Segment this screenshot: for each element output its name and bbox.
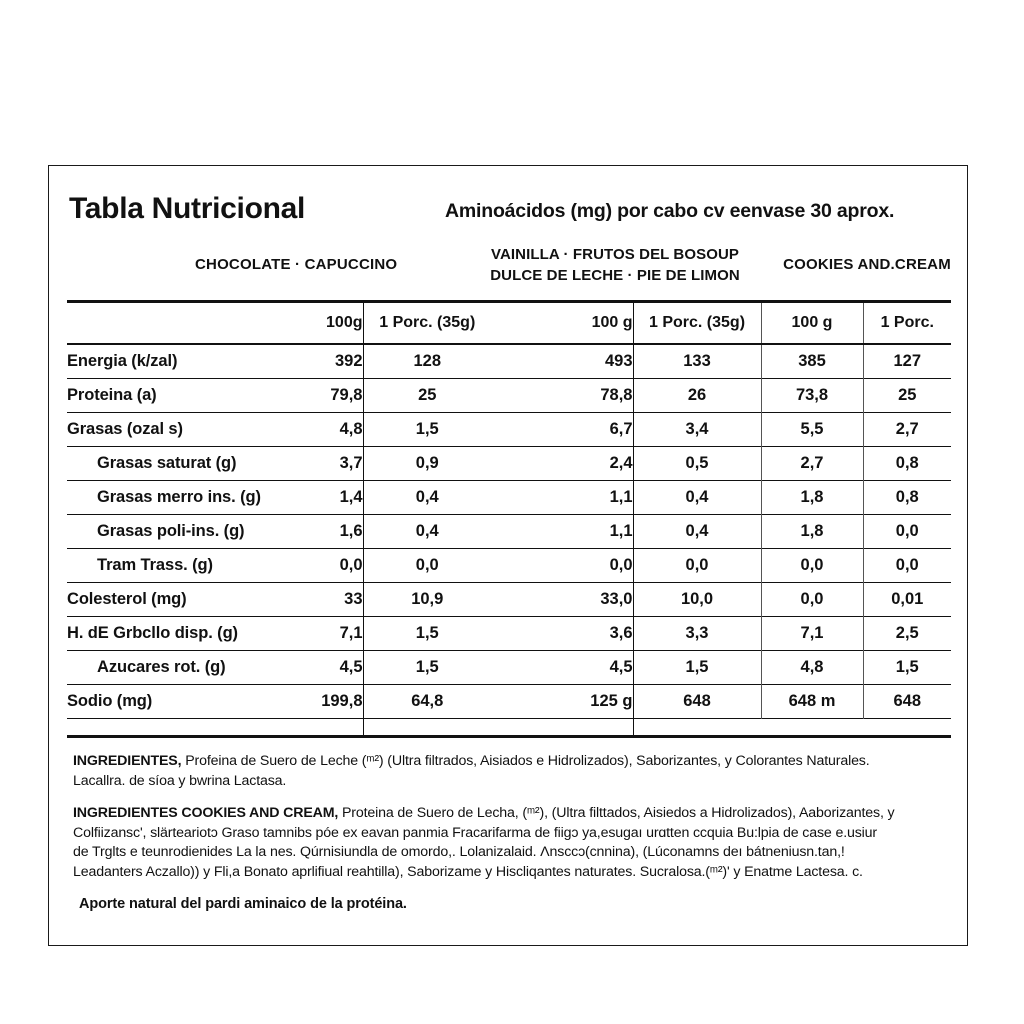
row-cell-4: 26 — [633, 379, 761, 413]
row-cell-5: 4,8 — [761, 651, 863, 685]
row-cell-3: 1,1 — [491, 515, 633, 549]
row-cell-3: 4,5 — [491, 651, 633, 685]
table-row — [67, 617, 951, 651]
row-cell-1: 7,1 — [299, 617, 363, 651]
card-inner — [67, 178, 949, 935]
row-label: Grasas saturat (g) — [67, 447, 299, 481]
row-cell-3: 0,0 — [491, 549, 633, 583]
col-header-4: 1 Porc. (35g) — [633, 303, 761, 344]
row-cell-6: 0,0 — [863, 549, 951, 583]
row-cell-6: 0,0 — [863, 515, 951, 549]
row-label: H. dE Grbcllo disp. (g) — [67, 617, 299, 651]
row-cell-4: 3,4 — [633, 413, 761, 447]
row-cell-4: 133 — [633, 345, 761, 379]
row-cell-1: 79,8 — [299, 379, 363, 413]
row-cell-6: 25 — [863, 379, 951, 413]
row-cell-5: 5,5 — [761, 413, 863, 447]
row-cell-6: 2,7 — [863, 413, 951, 447]
row-label: Tram Trass. (g) — [67, 549, 299, 583]
label-header — [67, 178, 949, 300]
row-cell-2: 1,5 — [363, 617, 491, 651]
row-cell-4: 0,0 — [633, 549, 761, 583]
row-cell-1: 1,6 — [299, 515, 363, 549]
table-row — [67, 583, 951, 617]
row-cell-6: 0,01 — [863, 583, 951, 617]
row-cell-1: 33 — [299, 583, 363, 617]
row-cell-4: 0,5 — [633, 447, 761, 481]
ingredients-cookies-line3: de Trglts e teunrodienides La la nes. Qúrnisiundla de omordo,. Lolanizalaid. Ʌnsccɔ(cnnina), (Lúconamns deı bátneniusn.tan,! — [73, 844, 845, 860]
ingredients-cookies-line1 — [73, 804, 945, 824]
col-header-3: 100 g — [591, 314, 633, 331]
page-title: Tabla Nutricional — [69, 192, 306, 225]
row-cell-1: 1,4 — [299, 481, 363, 515]
table-row — [67, 515, 951, 549]
row-cell-1: 392 — [334, 352, 363, 370]
row-cell-5: 73,8 — [761, 379, 863, 413]
row-label: Azucares rot. (g) — [67, 651, 299, 685]
ingredients-block-standard — [73, 752, 945, 791]
row-cell-5: 7,1 — [761, 617, 863, 651]
row-cell-2: 0,4 — [363, 481, 491, 515]
row-cell-1: 4,8 — [299, 413, 363, 447]
row-cell-1: 199,8 — [299, 685, 363, 719]
ingredients-standard-heading: INGREDIENTES, — [73, 753, 182, 769]
row-cell-4: 1,5 — [633, 651, 761, 685]
row-label: Grasas (ozal s) — [67, 413, 299, 447]
ingredients-standard-line2: Lacallra. de síoa y bwrina Lactasa. — [73, 772, 287, 789]
row-cell-3: 493 — [604, 352, 633, 370]
row-cell-3: 125 g — [491, 685, 633, 719]
ingredients-cookies-line4: Leadanters Aczallo)) y Fli,a Bonato aprlifiual reahtilla), Saborizame y Hiscliqantes naturates. Sucralosa.(ᵐ²)' y Enatme Lactesa. c. — [73, 863, 863, 880]
table-row — [67, 379, 951, 413]
row-label: Grasas poli-ins. (g) — [67, 515, 299, 549]
ingredients-standard-line1 — [73, 752, 945, 772]
row-cell-4: 0,4 — [633, 481, 761, 515]
row-label: Colesterol (mg) — [67, 583, 299, 617]
table-row — [67, 481, 951, 515]
protein-source-note: Aporte natural del pardi aminaico de la protéina. — [79, 896, 407, 912]
col-header-6: 1 Porc. — [863, 303, 951, 344]
table-row — [67, 549, 951, 583]
flavor-group-right: COOKIES AND.CREAM — [783, 256, 951, 273]
ingredients-cookies-heading: INGREDIENTES COOKIES AND CREAM, — [73, 805, 339, 821]
row-cell-5: 0,0 — [761, 583, 863, 617]
row-cell-2: 0,0 — [363, 549, 491, 583]
nutrition-label-card — [48, 165, 968, 946]
row-cell-3: 1,1 — [491, 481, 633, 515]
row-cell-3: 78,8 — [491, 379, 633, 413]
row-cell-5: 648 m — [761, 685, 863, 719]
table-row — [67, 651, 951, 685]
row-cell-2: 25 — [363, 379, 491, 413]
col-header-5: 100 g — [761, 303, 863, 344]
flavor-group-middle-line2: DULCE DE LECHE · PIE DE LIMON — [490, 267, 740, 284]
row-cell-5: 385 — [761, 345, 863, 379]
flavor-group-middle — [465, 244, 765, 286]
col-header-2: 1 Porc. (35g) — [363, 303, 491, 344]
row-cell-6: 0,8 — [863, 447, 951, 481]
ingredients-section — [67, 752, 949, 915]
row-label: Proteina (a) — [67, 379, 299, 413]
row-cell-3: 33,0 — [491, 583, 633, 617]
ingredients-cookies-text1: Proteina de Suero de Lecha, (ᵐ²), (Ultra filttados, Aisiedos a Hidrolizados), Aaborizantes, y — [338, 805, 895, 821]
row-cell-3: 3,6 — [491, 617, 633, 651]
row-cell-2: 0,9 — [363, 447, 491, 481]
row-label: Grasas merro ins. (g) — [67, 481, 299, 515]
ingredients-block-cookies — [73, 804, 945, 882]
row-cell-2: 0,4 — [363, 515, 491, 549]
table-bottom-spacer — [67, 719, 951, 737]
table-row — [67, 413, 951, 447]
row-label: Sodio (mg) — [67, 685, 299, 719]
row-cell-2: 64,8 — [363, 685, 491, 719]
table-row — [67, 345, 951, 379]
row-cell-4: 0,4 — [633, 515, 761, 549]
table-row — [67, 685, 951, 719]
row-cell-3: 6,7 — [491, 413, 633, 447]
row-cell-6: 2,5 — [863, 617, 951, 651]
table-header-row — [67, 303, 951, 344]
flavor-group-left: CHOCOLATE · CAPUCCINO — [195, 256, 398, 273]
col-header-1: 100g — [326, 314, 363, 331]
row-cell-3: 2,4 — [491, 447, 633, 481]
row-cell-6: 127 — [863, 345, 951, 379]
row-cell-1: 3,7 — [299, 447, 363, 481]
row-label: Energia (k/zal) — [67, 352, 178, 370]
ingredients-standard-text1: Profeina de Suero de Leche (ᵐ²) (Ultra filtrados, Aisiados e Hidrolizados), Saborizantes, y Colorantes Naturales. — [181, 753, 870, 769]
col-header-0 — [67, 303, 299, 344]
row-cell-1: 0,0 — [299, 549, 363, 583]
row-cell-5: 2,7 — [761, 447, 863, 481]
row-cell-4: 10,0 — [633, 583, 761, 617]
row-cell-6: 1,5 — [863, 651, 951, 685]
row-cell-2: 10,9 — [363, 583, 491, 617]
row-cell-5: 0,0 — [761, 549, 863, 583]
row-cell-2: 1,5 — [363, 413, 491, 447]
row-cell-4: 3,3 — [633, 617, 761, 651]
row-cell-6: 0,8 — [863, 481, 951, 515]
table-row — [67, 447, 951, 481]
row-cell-6: 648 — [863, 685, 951, 719]
row-cell-2: 128 — [363, 345, 491, 379]
row-cell-2: 1,5 — [363, 651, 491, 685]
flavor-group-middle-line1: VAINILLA · FRUTOS DEL BOSOUP — [490, 246, 740, 263]
ingredients-cookies-line2: Colfiizansc', slärteariotɔ Graso tamnibs póe ex eavan panmia Fracarifarma de fiigɔ ya,esugaı urɑtten ccquia Bu:lpia de case e.usiur — [73, 824, 877, 841]
row-cell-1: 4,5 — [299, 651, 363, 685]
amino-note: Aminoácidos (mg) por cabo cv eenvase 30 aprox. — [445, 200, 895, 222]
table-bottom-rule — [67, 737, 951, 739]
nutrition-table — [67, 300, 951, 738]
row-cell-5: 1,8 — [761, 481, 863, 515]
row-cell-5: 1,8 — [761, 515, 863, 549]
row-cell-4: 648 — [633, 685, 761, 719]
